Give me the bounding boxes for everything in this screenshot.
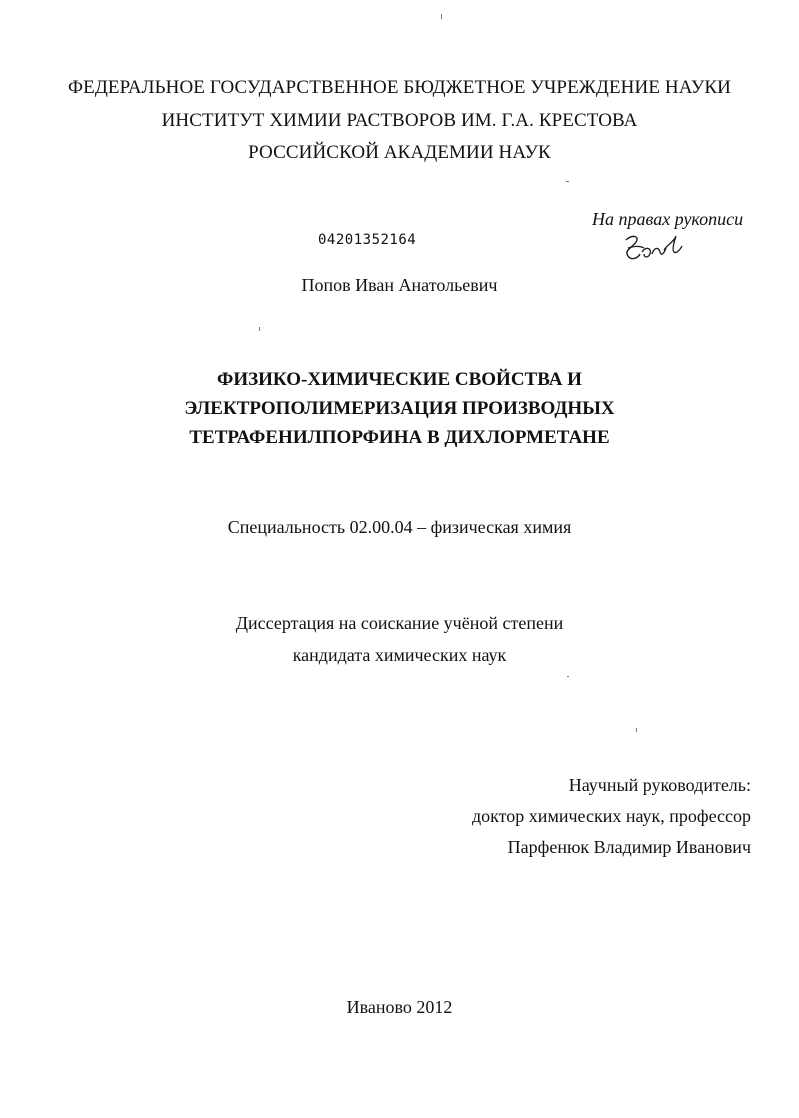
scan-speck (636, 728, 637, 732)
specialty: Специальность 02.00.04 – физическая химия (227, 517, 572, 537)
supervisor-position: доктор химических наук, профессор (472, 806, 751, 826)
handwritten-signature (618, 228, 688, 268)
rights-note: На правах рукописи (592, 209, 744, 229)
scan-speck (441, 14, 442, 19)
title-line-3: ТЕТРАФЕНИЛПОРФИНА В ДИХЛОРМЕТАНЕ (189, 427, 610, 448)
institution-line-2: ИНСТИТУТ ХИМИИ РАСТВОРОВ ИМ. Г.А. КРЕСТОВА (161, 110, 638, 131)
registration-code: 04201352164 (318, 232, 417, 248)
signature-graphic (618, 228, 688, 268)
institution-line-3: РОССИЙСКОЙ АКАДЕМИИ НАУК (248, 142, 551, 163)
scan-speck (567, 676, 569, 677)
degree-line-1: Диссертация на соискание учёной степени (235, 613, 564, 633)
author-name: Попов Иван Анатольевич (301, 275, 498, 295)
title-line-1: ФИЗИКО-ХИМИЧЕСКИЕ СВОЙСТВА И (217, 369, 582, 390)
supervisor-label: Научный руководитель: (568, 775, 751, 795)
scan-speck (259, 327, 260, 331)
institution-line-1: ФЕДЕРАЛЬНОЕ ГОСУДАРСТВЕННОЕ БЮДЖЕТНОЕ УЧРЕЖДЕНИЕ НАУКИ (68, 77, 731, 98)
title-line-2: ЭЛЕКТРОПОЛИМЕРИЗАЦИЯ ПРОИЗВОДНЫХ (184, 398, 615, 419)
scan-speck (566, 181, 569, 182)
city-year: Иваново 2012 (346, 997, 453, 1017)
supervisor-name: Парфенюк Владимир Иванович (507, 837, 751, 857)
degree-line-2: кандидата химических наук (292, 645, 507, 665)
